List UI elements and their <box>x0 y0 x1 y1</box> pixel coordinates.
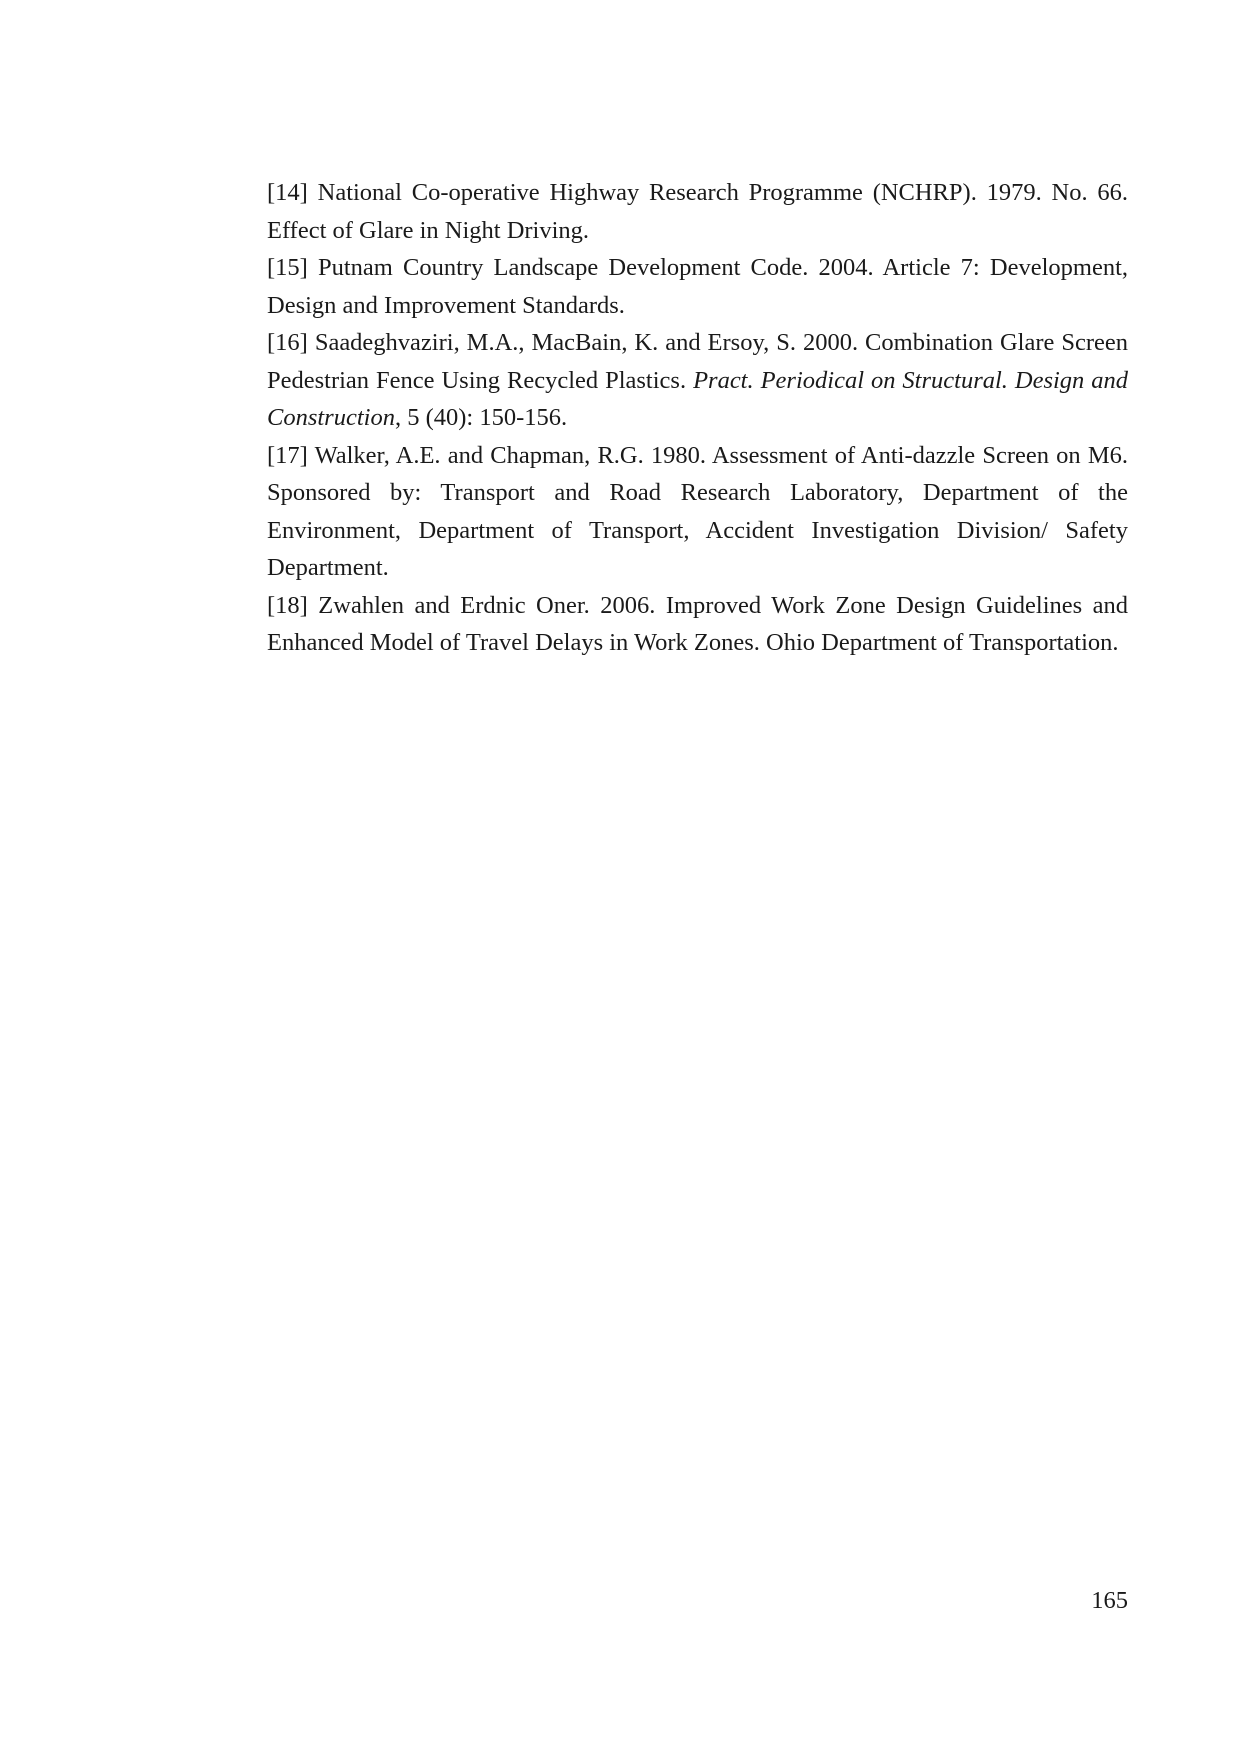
reference-16 <box>267 324 1128 437</box>
reference-number: [16] <box>267 329 308 356</box>
reference-number: [18] <box>267 591 308 619</box>
reference-number: [15] <box>267 254 308 281</box>
page-number: 165 <box>1091 1587 1128 1614</box>
reference-number: [14] <box>267 179 308 206</box>
reference-15 <box>267 249 1128 324</box>
reference-list <box>267 174 1128 662</box>
reference-18 <box>267 587 1128 662</box>
reference-text: Putnam Country Landscape Development Code. 2004. Article 7: Development, Design and Improvement Standards. <box>267 254 1128 319</box>
reference-text: National Co-operative Highway Research Programme (NCHRP). 1979. No. 66. Effect of Glare in Night Driving. <box>267 179 1129 244</box>
reference-14 <box>267 174 1128 249</box>
reference-text: Saadeghvaziri, M.A., MacBain, K. and Ersoy, S. 2000. Combination Glare Screen Pedestrian Fence Using Recycled Plastics. <box>267 329 1129 394</box>
reference-journal: Pract. Periodical on Structural. Design and Construction <box>267 366 1129 431</box>
reference-text: Zwahlen and Erdnic Oner. 2006. Improved Work Zone Design Guidelines and Enhanced Model of Travel Delays in Work Zones. Ohio Department of Transportation. <box>267 591 1129 656</box>
reference-17 <box>267 437 1128 587</box>
reference-text: Walker, A.E. and Chapman, R.G. 1980. Assessment of Anti-dazzle Screen on M6. Sponsored by: Transport and Road Research Laboratory, Department of the Environment, Department of Transport, Accident Investigation Division/ Safety Department. <box>267 441 1128 581</box>
reference-text-tail: , 5 (40): 150-156. <box>394 404 568 431</box>
reference-number: [17] <box>267 441 308 469</box>
